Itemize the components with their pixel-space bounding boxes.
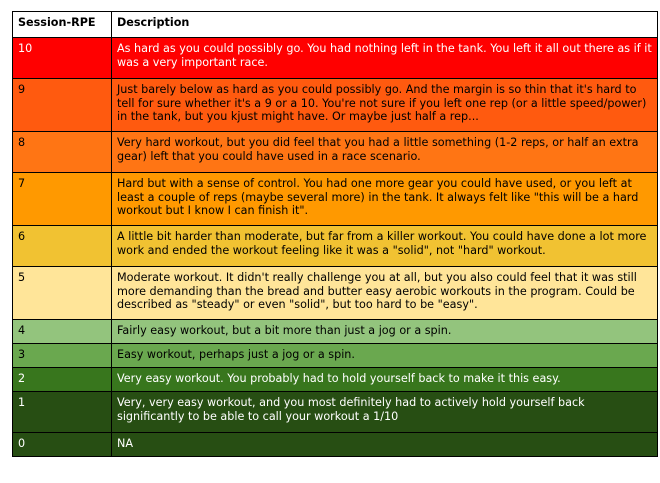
rpe-description: Very, very easy workout, and you most definitely had to actively hold yourself back significantly to be able to call your workout a 1/10 — [112, 392, 658, 433]
rpe-value: 0 — [13, 433, 112, 457]
rpe-value: 4 — [13, 320, 112, 344]
rpe-description: Very hard workout, but you did feel that you had a little something (1-2 reps, or half an extra gear) left that you could have used in a race scenario. — [112, 132, 658, 173]
rpe-value: 8 — [13, 132, 112, 173]
table-row — [13, 173, 658, 226]
rpe-value: 6 — [13, 226, 112, 267]
rpe-value: 3 — [13, 344, 112, 368]
rpe-description: Just barely below as hard as you could possibly go. And the margin is so thin that it's hard to tell for sure whether it's a 9 or a 10. You're not sure if you left one rep (or a little speed/power) in the tank, but you kjust might have. Or maybe just half a rep... — [112, 79, 658, 132]
rpe-value: 7 — [13, 173, 112, 226]
rpe-description: NA — [112, 433, 658, 457]
rpe-description: Hard but with a sense of control. You had one more gear you could have used, or you left at least a couple of reps (maybe several more) in the tank. It always felt like "this will be a hard workout but I know I can finish it". — [112, 173, 658, 226]
table-row — [13, 38, 658, 79]
rpe-description: Easy workout, perhaps just a jog or a spin. — [112, 344, 658, 368]
rpe-description: A little bit harder than moderate, but far from a killer workout. You could have done a lot more work and ended the workout feeling like it was a "solid", not "hard" workout. — [112, 226, 658, 267]
rpe-value: 2 — [13, 368, 112, 392]
table-row — [13, 132, 658, 173]
rpe-table — [12, 11, 658, 457]
rpe-description: As hard as you could possibly go. You had nothing left in the tank. You left it all out there as if it was a very important race. — [112, 38, 658, 79]
header-description: Description — [112, 12, 658, 38]
table-row — [13, 79, 658, 132]
rpe-value: 1 — [13, 392, 112, 433]
rpe-description: Moderate workout. It didn't really challenge you at all, but you also could feel that it was still more demanding than the bread and butter easy aerobic workouts in the program. Could be described as "steady" or even "solid", but too hard to be "easy". — [112, 267, 658, 320]
table-row — [13, 267, 658, 320]
header-session-rpe: Session-RPE — [13, 12, 112, 38]
rpe-value: 9 — [13, 79, 112, 132]
header-row — [13, 12, 658, 38]
rpe-value: 10 — [13, 38, 112, 79]
table-row — [13, 368, 658, 392]
rpe-description: Fairly easy workout, but a bit more than just a jog or a spin. — [112, 320, 658, 344]
table-row — [13, 226, 658, 267]
table-row — [13, 320, 658, 344]
table-row — [13, 392, 658, 433]
table-row — [13, 433, 658, 457]
table-row — [13, 344, 658, 368]
rpe-value: 5 — [13, 267, 112, 320]
rpe-description: Very easy workout. You probably had to hold yourself back to make it this easy. — [112, 368, 658, 392]
table-body — [13, 38, 658, 457]
